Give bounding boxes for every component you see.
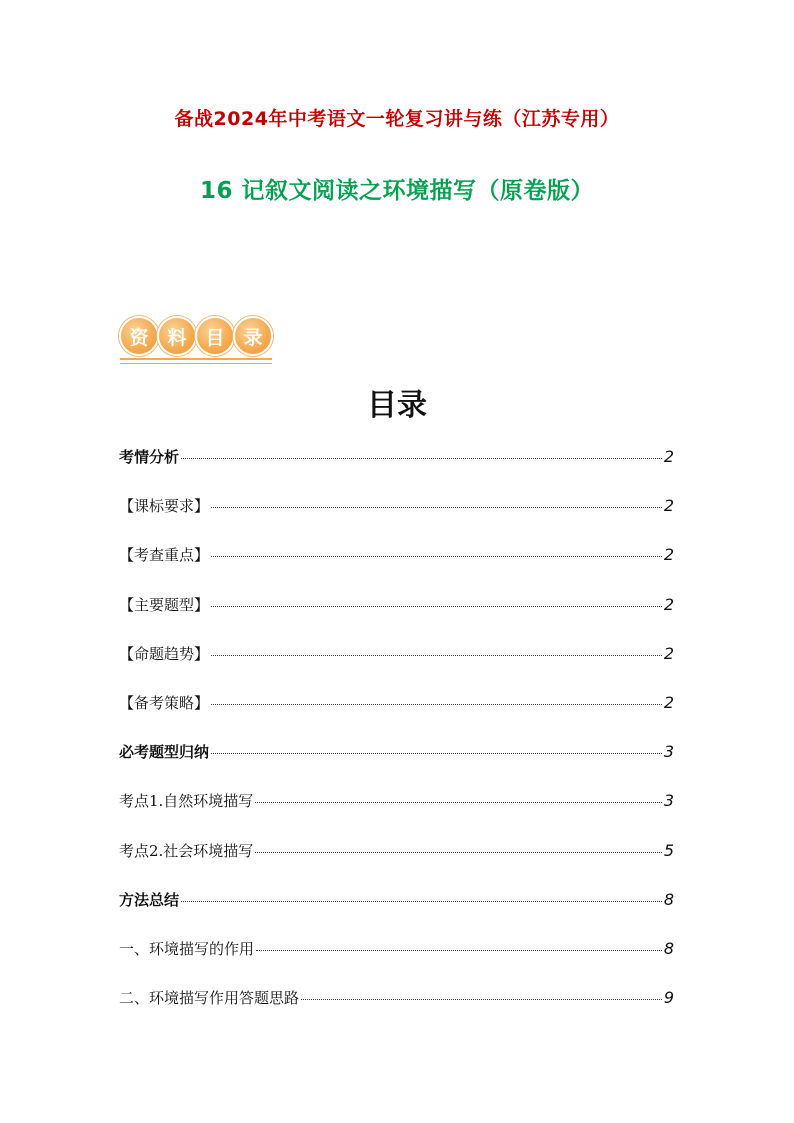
toc-page: 2	[663, 594, 674, 614]
toc-entry[interactable]	[119, 594, 674, 643]
toc-leader	[211, 753, 662, 754]
toc-leader	[256, 950, 662, 951]
toc-page: 2	[663, 496, 674, 516]
toc-leader	[181, 458, 662, 459]
toc-label: 方法总结	[119, 890, 180, 909]
toc-leader	[211, 556, 662, 557]
toc-entry[interactable]	[119, 446, 674, 495]
toc-leader	[301, 999, 662, 1000]
toc-leader	[211, 507, 662, 508]
toc-leader	[181, 901, 662, 902]
toc-leader	[211, 606, 662, 607]
badge-underline	[120, 358, 272, 367]
table-of-contents	[119, 446, 674, 1036]
toc-entry[interactable]	[119, 938, 674, 987]
toc-page: 8	[663, 938, 674, 958]
toc-entry[interactable]	[119, 692, 674, 741]
badge-char: 目	[195, 316, 235, 356]
toc-page: 2	[663, 692, 674, 712]
toc-page: 2	[663, 643, 674, 663]
badge-char: 料	[157, 316, 197, 356]
toc-page: 2	[663, 447, 674, 466]
toc-leader	[255, 802, 662, 803]
toc-heading: 目录	[367, 388, 427, 423]
badge-char: 录	[233, 316, 273, 356]
toc-label: 【考查重点】	[119, 546, 210, 565]
toc-label: 一、环境描写的作用	[119, 939, 255, 958]
toc-entry[interactable]	[119, 987, 674, 1036]
toc-page: 2	[663, 545, 674, 565]
toc-label: 二、环境描写作用答题思路	[119, 989, 300, 1008]
toc-label: 【主要题型】	[119, 595, 210, 614]
toc-leader	[211, 655, 662, 656]
toc-page: 9	[663, 988, 674, 1008]
toc-label: 【备考策略】	[119, 693, 210, 712]
toc-page: 3	[663, 791, 674, 811]
toc-label: 考点1.自然环境描写	[119, 792, 254, 811]
toc-label: 【命题趋势】	[119, 644, 210, 663]
document-title: 备战2024年中考语文一轮复习讲与练（江苏专用）	[174, 108, 620, 130]
toc-page: 8	[663, 889, 674, 909]
toc-page: 3	[663, 742, 674, 762]
toc-entry[interactable]	[119, 889, 674, 938]
toc-label: 考情分析	[119, 448, 180, 466]
toc-page: 5	[663, 840, 674, 860]
toc-entry[interactable]	[119, 741, 674, 790]
badge-char: 资	[119, 316, 159, 356]
toc-leader	[255, 852, 662, 853]
toc-entry[interactable]	[119, 495, 674, 544]
toc-entry[interactable]	[119, 790, 674, 839]
toc-label: 【课标要求】	[119, 497, 210, 516]
toc-entry[interactable]	[119, 840, 674, 889]
toc-entry[interactable]	[119, 643, 674, 692]
toc-badge	[119, 316, 271, 356]
toc-label: 必考题型归纳	[119, 743, 210, 762]
toc-entry[interactable]	[119, 544, 674, 593]
toc-label: 考点2.社会环境描写	[119, 841, 254, 860]
document-subtitle: 16 记叙文阅读之环境描写（原卷版）	[199, 178, 594, 204]
toc-leader	[211, 704, 662, 705]
